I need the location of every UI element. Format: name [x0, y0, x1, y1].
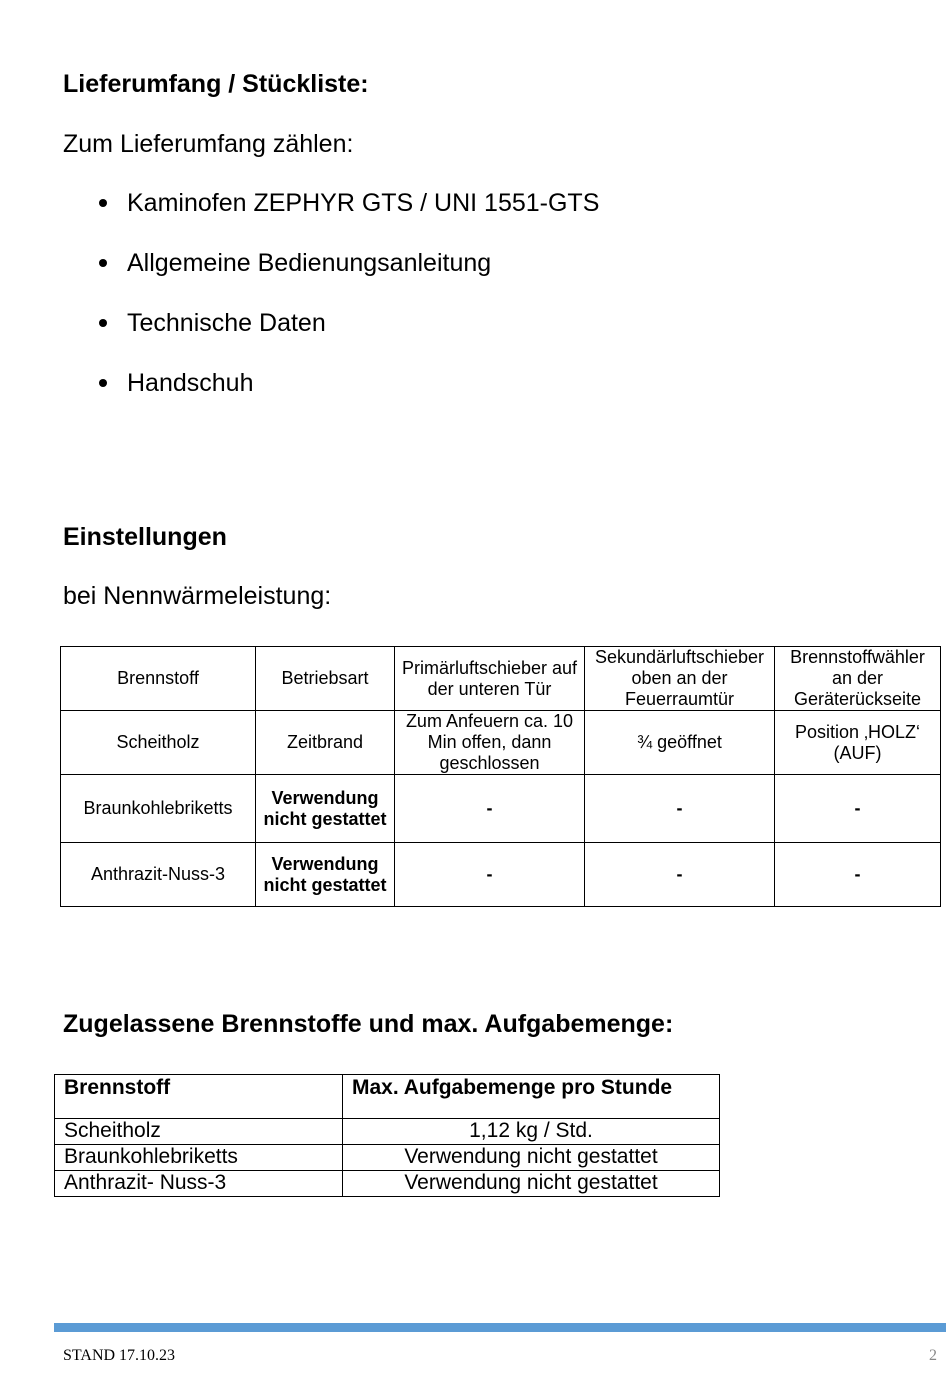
- scope-intro: Zum Lieferumfang zählen:: [63, 130, 354, 158]
- table-cell: Braunkohlebriketts: [55, 1145, 343, 1171]
- settings-table: [60, 646, 941, 907]
- table-row: [61, 775, 941, 843]
- list-item: [63, 248, 599, 308]
- header-cell: Primärluftschieber auf der unteren Tür: [395, 647, 585, 711]
- table-cell: Zeitbrand: [256, 711, 395, 775]
- scope-list: [63, 188, 599, 428]
- table-row: [55, 1145, 720, 1171]
- table-cell: Braunkohlebriketts: [61, 775, 256, 843]
- table-cell: Verwendung nicht gestattet: [256, 843, 395, 907]
- page-number: 2: [929, 1347, 937, 1364]
- table-row: [61, 711, 941, 775]
- table-cell: -: [395, 843, 585, 907]
- header-cell: Max. Aufgabemenge pro Stunde: [343, 1075, 720, 1119]
- fuels-table: [54, 1074, 720, 1197]
- table-cell: Anthrazit- Nuss-3: [55, 1171, 343, 1197]
- list-item: [63, 308, 599, 368]
- header-cell: Brennstoffwähler an der Geräterückseite: [775, 647, 941, 711]
- table-row: [55, 1171, 720, 1197]
- table-cell: 1,12 kg / Std.: [343, 1119, 720, 1145]
- list-item-text: Allgemeine Bedienungsanleitung: [127, 249, 492, 277]
- list-item: [63, 188, 599, 248]
- bullet-icon: [99, 379, 107, 387]
- table-cell: Scheitholz: [55, 1119, 343, 1145]
- header-cell: Betriebsart: [256, 647, 395, 711]
- header-cell: Sekundärluftschieber oben an der Feuerraumtür: [585, 647, 775, 711]
- bullet-icon: [99, 319, 107, 327]
- table-cell: Anthrazit-Nuss-3: [61, 843, 256, 907]
- table-cell: ¾ geöffnet: [585, 711, 775, 775]
- table-cell: Verwendung nicht gestattet: [343, 1171, 720, 1197]
- table-cell: Zum Anfeuern ca. 10 Min offen, dann geschlossen: [395, 711, 585, 775]
- table-cell: -: [775, 843, 941, 907]
- list-item: [63, 368, 599, 428]
- bullet-icon: [99, 259, 107, 267]
- header-cell: Brennstoff: [55, 1075, 343, 1119]
- table-row: [61, 843, 941, 907]
- table-cell: Verwendung nicht gestattet: [256, 775, 395, 843]
- table-cell: -: [775, 775, 941, 843]
- settings-heading: Einstellungen: [63, 523, 227, 551]
- table-cell: Scheitholz: [61, 711, 256, 775]
- table-cell: -: [585, 843, 775, 907]
- footer-bar: [54, 1323, 946, 1332]
- table-cell: -: [395, 775, 585, 843]
- table-row: [55, 1119, 720, 1145]
- settings-intro: bei Nennwärmeleistung:: [63, 582, 332, 610]
- table-header-row: [61, 647, 941, 711]
- scope-heading: Lieferumfang / Stückliste:: [63, 70, 369, 98]
- header-cell: Brennstoff: [61, 647, 256, 711]
- list-item-text: Handschuh: [127, 369, 254, 397]
- table-cell: Position ‚HOLZ‘ (AUF): [775, 711, 941, 775]
- list-item-text: Technische Daten: [127, 309, 326, 337]
- table-header-row: [55, 1075, 720, 1119]
- table-cell: -: [585, 775, 775, 843]
- bullet-icon: [99, 199, 107, 207]
- list-item-text: Kaminofen ZEPHYR GTS / UNI 1551-GTS: [127, 189, 600, 217]
- fuels-heading: Zugelassene Brennstoffe und max. Aufgabemenge:: [63, 1010, 674, 1038]
- footer-date: STAND 17.10.23: [63, 1347, 176, 1364]
- table-cell: Verwendung nicht gestattet: [343, 1145, 720, 1171]
